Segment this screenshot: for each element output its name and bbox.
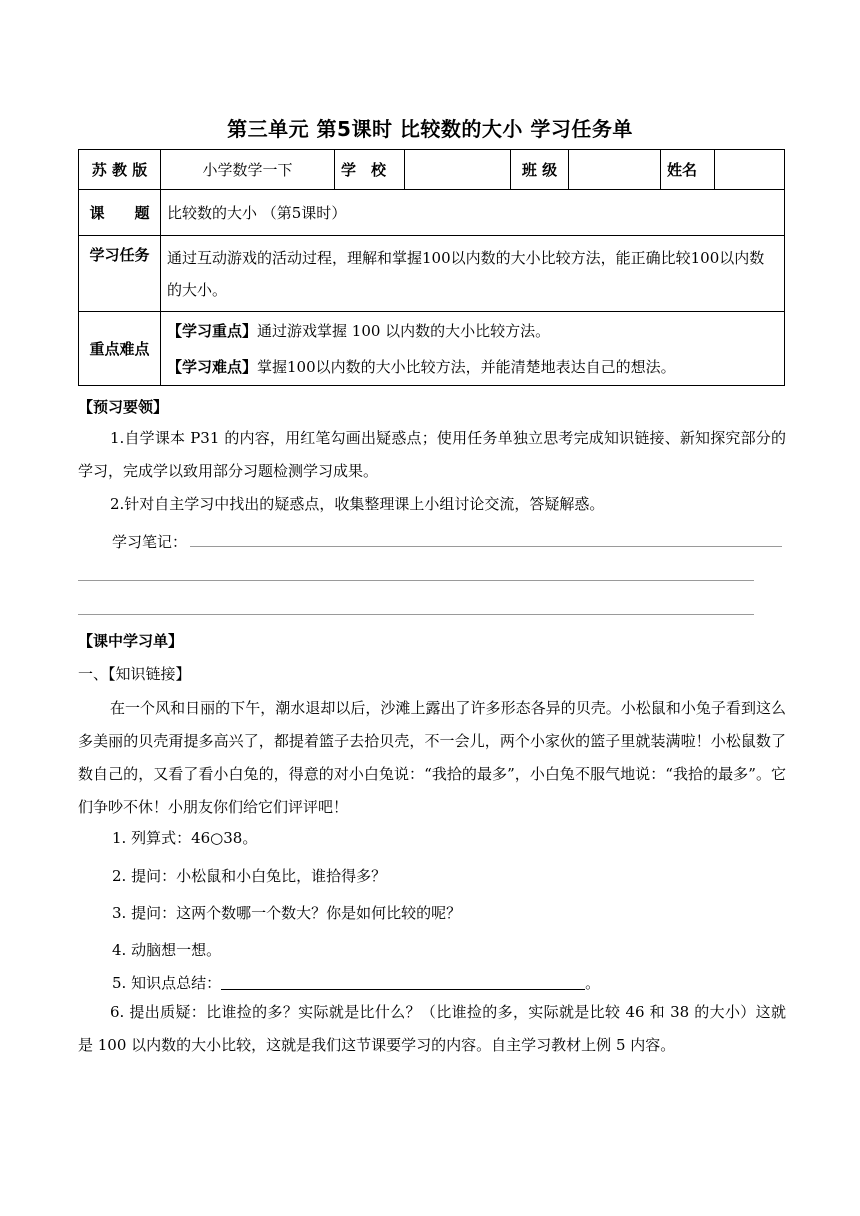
step-3: 3. 提问：这两个数哪一个数大？你是如何比较的呢？: [112, 904, 462, 922]
preview-item-1: 1.自学课本 P31 的内容，用红笔勾画出疑惑点；使用任务单独立思考完成知识链接、新知探究部分的学习，完成学以致用部分习题检测学习成果。: [78, 429, 786, 480]
notes-line-2[interactable]: [78, 580, 754, 581]
class-label: 班 级: [511, 150, 569, 190]
preview-heading: 【预习要领】: [78, 398, 169, 416]
notes-label: 学习笔记：: [112, 533, 188, 551]
story-paragraph: 在一个风和日丽的下午，潮水退却以后，沙滩上露出了许多形态各异的贝壳。小松鼠和小兔子看到这么多美丽的贝壳甭提多高兴了，都提着篮子去拾贝壳，不一会儿，两个小家伙的篮子里就装满啦！小松鼠数了数自己的，又看了看小白兔的，得意的对小白兔说：“我拾的最多”，小白兔不服气地说：“我拾的最多”。它们争吵不休！小朋友你们给它们评评吧！: [78, 699, 786, 816]
key-point-line: [167, 313, 778, 349]
topic-label: 课 题: [79, 190, 161, 236]
hard-point-line: [167, 349, 778, 385]
step-5: [112, 972, 600, 993]
task-value: 通过互动游戏的活动过程，理解和掌握100以内数的大小比较方法，能正确比较100以内数的大小。: [161, 236, 785, 312]
difficulty-cell: [161, 312, 785, 386]
hard-point-label: 【学习难点】: [167, 357, 258, 376]
step-2: 2. 提问：小松鼠和小白兔比，谁拾得多？: [112, 867, 387, 885]
key-point-label: 【学习重点】: [167, 321, 258, 340]
difficulty-label: 重点难点: [79, 312, 161, 386]
hard-point-value: 掌握100以内数的大小比较方法，并能清楚地表达自己的想法。: [257, 357, 676, 376]
step-6: 6. 提出质疑：比谁捡的多？实际就是比什么？（比谁捡的多，实际就是比较 46 和 38 的大小）这就是 100 以内数的大小比较，这就是我们这节课要学习的内容。自主学习教材上例 5 内容。: [78, 1003, 786, 1054]
step-1: 1. 列算式：46○38。: [112, 829, 258, 847]
step-4: 4. 动脑想一想。: [112, 941, 222, 959]
key-point-value: 通过游戏掌握 100 以内数的大小比较方法。: [257, 321, 551, 340]
school-label: 学 校: [335, 150, 405, 190]
topic-value: 比较数的大小 （第5课时）: [161, 190, 785, 236]
name-label: 姓名: [661, 150, 715, 190]
publisher-label: 苏 教 版: [79, 150, 161, 190]
step-5-end: 。: [585, 974, 601, 992]
info-table: [78, 149, 785, 386]
notes-line-1[interactable]: [190, 546, 782, 547]
step-5-label: 5. 知识点总结：: [112, 974, 222, 992]
notes-line-3[interactable]: [78, 614, 754, 615]
knowledge-link-title: 一、【知识链接】: [78, 665, 191, 683]
task-label: 学习任务: [79, 236, 161, 312]
summary-blank[interactable]: [221, 973, 585, 990]
in-class-heading: 【课中学习单】: [78, 632, 184, 650]
page-title: 第三单元 第5课时 比较数的大小 学习任务单: [227, 117, 633, 141]
class-field[interactable]: [569, 150, 661, 190]
preview-item-2: 2.针对自主学习中找出的疑惑点，收集整理课上小组讨论交流，答疑解惑。: [110, 495, 605, 513]
school-field[interactable]: [405, 150, 511, 190]
subject-value: 小学数学一下: [161, 150, 335, 190]
name-field[interactable]: [715, 150, 785, 190]
